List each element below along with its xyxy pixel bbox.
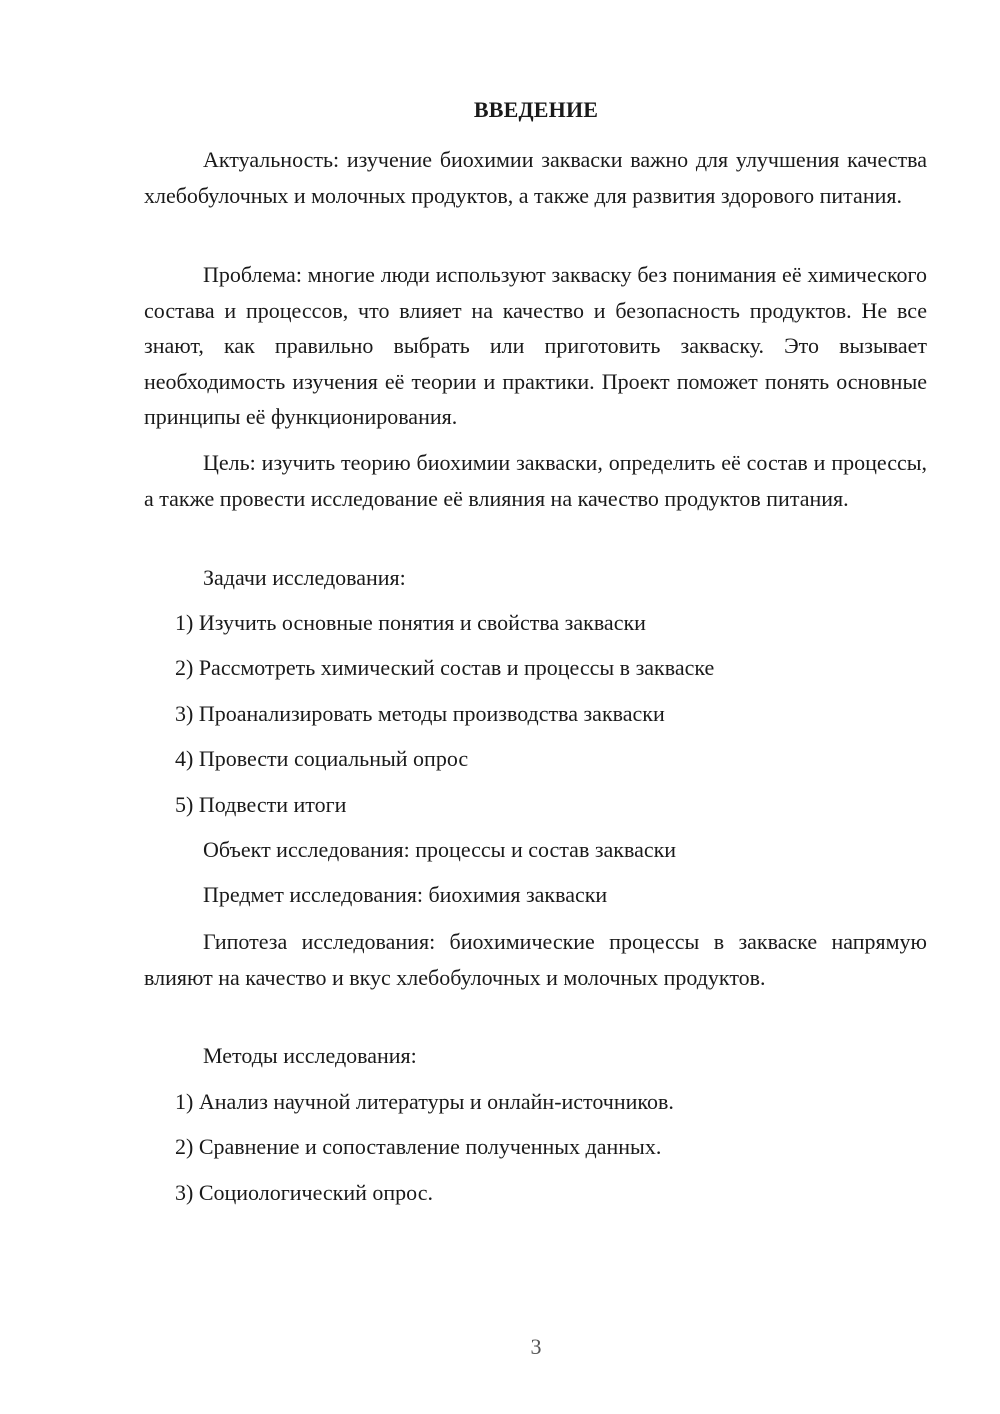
hypothesis-paragraph: Гипотеза исследования: биохимические процессы в закваске напрямую влияют на качество и вкус хлебобулочных и молочных продуктов. [144, 929, 927, 990]
goal-paragraph: Цель: изучить теорию биохимии закваски, определить её состав и процессы, а также провести исследование её влияния на качество продуктов питания. [144, 450, 927, 511]
relevance-paragraph: Актуальность: изучение биохимии закваски важно для улучшения качества хлебобулочных и молочных продуктов, а также для развития здорового питания. [144, 147, 927, 208]
list-item: 2) Рассмотреть химический состав и процессы в закваске [175, 655, 715, 680]
list-item: 4) Провести социальный опрос [175, 746, 469, 771]
list-item: 1) Анализ научной литературы и онлайн-источников. [175, 1089, 674, 1114]
research-object: Объект исследования: процессы и состав закваски [203, 837, 677, 862]
list-item: 5) Подвести итоги [175, 792, 347, 817]
list-item: 2) Сравнение и сопоставление полученных данных. [175, 1134, 662, 1159]
methods-heading: Методы исследования: [203, 1043, 417, 1068]
list-item: 3) Проанализировать методы производства закваски [175, 701, 665, 726]
list-item: 1) Изучить основные понятия и свойства закваски [175, 610, 646, 635]
list-item: 3) Социологический опрос. [175, 1180, 433, 1205]
research-subject: Предмет исследования: биохимия закваски [203, 882, 608, 907]
tasks-heading: Задачи исследования: [203, 565, 406, 590]
page-number: 3 [530, 1334, 542, 1359]
page-title: ВВЕДЕНИЕ [473, 97, 599, 122]
problem-paragraph: Проблема: многие люди используют закваску без понимания её химического состава и процессов, что влияет на качество и безопасность продуктов. Не все знают, как правильно выбрать или приготовить закваску. Это вызывает необходимость изучения её теории и практики. Проект поможет понять основные принципы её функционирования. [144, 262, 927, 430]
